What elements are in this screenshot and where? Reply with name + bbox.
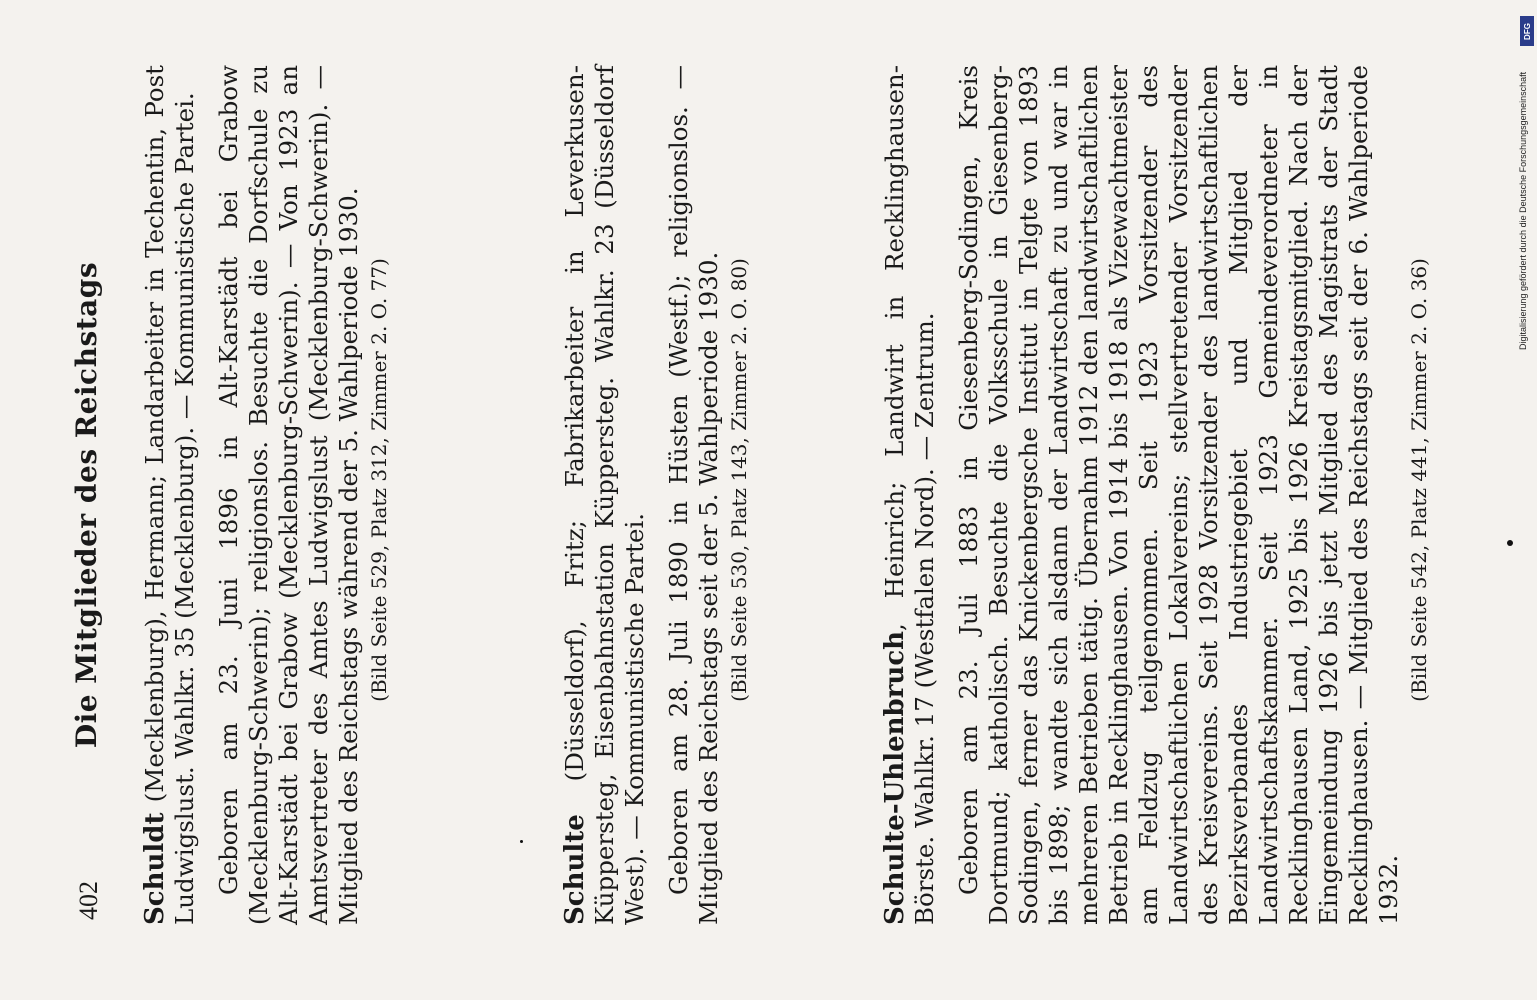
entry-caption: (Bild Seite 542, Platz 441, Zimmer 2. O. 36) xyxy=(1407,258,1431,702)
entry-header xyxy=(560,65,650,925)
page-number: 402 xyxy=(74,881,103,920)
scan-speck xyxy=(520,840,523,843)
entry-name: Schuldt xyxy=(140,812,170,925)
digitization-sidebar xyxy=(1517,10,1537,1000)
entry-caption: (Bild Seite 529, Platz 312, Zimmer 2. O. 77) xyxy=(367,258,391,702)
entry-bio: Geboren am 28. Juli 1890 in Hüsten (Westf.); religionslos. — Mitglied des Reichstags seit der 5. Wahlperiode 1930. xyxy=(664,65,723,925)
entry-caption: (Bild Seite 530, Platz 143, Zimmer 2. O. 80) xyxy=(727,258,751,702)
entry-intro: (Mecklenburg), Hermann; Landarbeiter in Techentin, Post Ludwigslust. Wahlkr. 35 (Mecklenburg). — Kommunistische Partei. xyxy=(140,65,199,925)
entry-header xyxy=(140,65,200,925)
running-head xyxy=(70,80,110,930)
entry-bio: Geboren am 23. Juni 1896 in Alt-Karstädt bei Grabow (Mecklenburg-Schwerin); religionslos. Besuchte die Dorfschule zu Alt-Karstädt bei Grabow (Mecklenburg-Schwerin). — Von 1923 an Amtsvertreter des Amtes Ludwigslust (Mecklenburg-Schwerin). — Mitglied des Reichstags während der 5. Wahlperiode 1930. xyxy=(214,65,363,925)
dfg-logo: DFG xyxy=(1520,16,1534,46)
entry-name: Schulte-Uhlenbruch xyxy=(880,630,910,925)
biography-entry xyxy=(560,65,754,925)
entry-header xyxy=(880,65,940,925)
entry-bio: Geboren am 23. Juli 1883 in Giesenberg-Sodingen, Kreis Dortmund; katholisch. Besuchte die Volksschule in Giesenberg-Sodingen, ferner das Knickenbergsche Institut in Telgte von 1893 bis 1898; wandte sich alsdann der Landwirtschaft zu und war in mehreren Betrieben tätig. Übernahm 1912 den landwirtschaftlichen Betrieb in Recklinghausen. Von 1914 bis 1918 als Vizewachtmeister am Feldzug teilgenommen. Seit 1923 Vorsitzender des Landwirtschaftlichen Lokalvereins; stellvertretender Vorsitzender des Kreisvereins. Seit 1928 Vorsitzender des landwirtschaftlichen Bezirksverbandes Industriegebiet und Mitglied der Landwirtschaftskammer. Seit 1923 Gemeindeverordneter in Recklinghausen Land, 1925 bis 1926 Kreistagsmitglied. Nach der Eingemeindung 1926 bis jetzt Mitglied des Magistrats der Stadt Recklinghausen. — Mitglied des Reichstags seit der 6. Wahlperiode 1932. xyxy=(954,65,1403,925)
entry-intro: , Heinrich; Landwirt in Recklinghausen-Börste. Wahlkr. 17 (Westfalen Nord). — Zentrum. xyxy=(880,65,939,925)
running-title: Die Mitglieder des Reichstags xyxy=(70,261,103,749)
scan-speck xyxy=(1507,540,1513,546)
biography-entry xyxy=(880,65,1434,925)
biography-entry xyxy=(140,65,394,925)
entry-name: Schulte xyxy=(560,814,590,925)
funding-note: Digitalisierung gefördert durch die Deutsche Forschungsgemeinschaft xyxy=(1518,71,1528,350)
entry-intro: (Düsseldorf), Fritz; Fabrikarbeiter in Leverkusen-Küppersteg, Eisenbahnstation Küppersteg. Wahlkr. 23 (Düsseldorf West). — Kommunistische Partei. xyxy=(560,65,649,925)
